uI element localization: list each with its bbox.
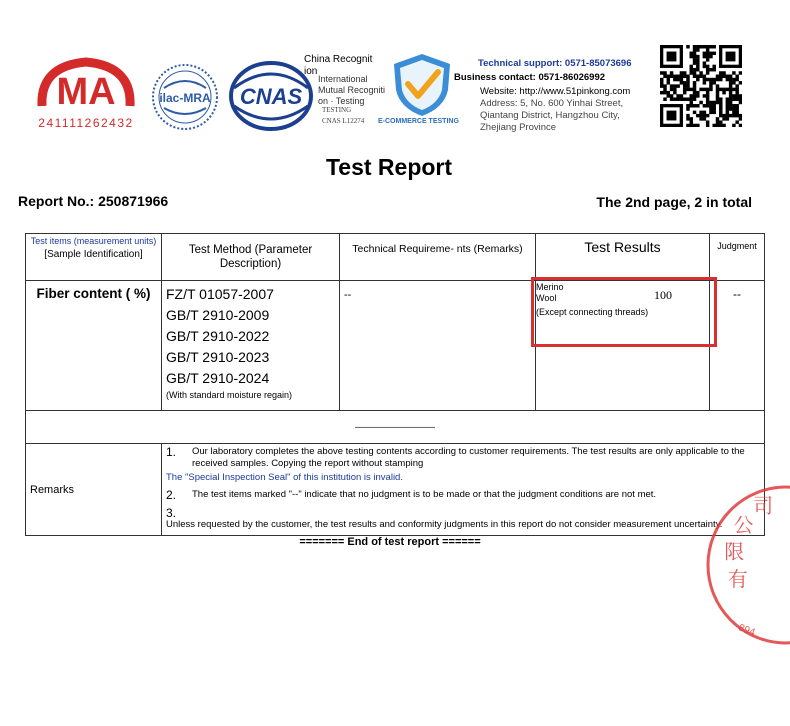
remark-text: Our laboratory completes the above testing contents according to customer requirements. The test results are only applicable to the received samples. Copying the report without stamping <box>192 446 745 469</box>
header-test-items <box>26 234 162 281</box>
remark-text: The test items marked "--" indicate that no judgment is to be made or that the judgment conditions are not met. <box>192 489 657 500</box>
seal-note: The "Special Inspection Seal" of this institution is invalid. <box>166 472 403 483</box>
stamp-number: 894 <box>736 622 757 639</box>
remark-number: 1. <box>166 445 177 459</box>
remark-item <box>166 446 764 470</box>
method-item: FZ/T 01057-2007 <box>166 286 274 302</box>
table-header-row <box>26 234 765 281</box>
technical-requirements-value: -- <box>340 281 536 411</box>
cnas-logo <box>228 60 314 132</box>
remark-item <box>166 507 764 531</box>
remark-number: 2. <box>166 488 177 502</box>
remarks-label: Remarks <box>26 444 162 536</box>
page-info: The 2nd page, 2 in total <box>596 194 752 210</box>
cnas-logo-text: CNAS <box>239 84 303 109</box>
testing-text: TESTING <box>322 106 352 114</box>
address: Address: 5, No. 600 Yinhai Street, Qiantang District, Hangzhou City, Zhejiang Province <box>480 98 624 133</box>
test-methods-cell <box>162 281 340 411</box>
business-contact: Business contact: 0571-86026992 <box>454 72 606 83</box>
remark-item <box>166 489 764 501</box>
website: Website: http://www.51pinkong.com <box>480 86 631 97</box>
header-test-method: Test Method (Parameter Description) <box>162 234 340 281</box>
result-note: (Except connecting threads) <box>536 307 649 317</box>
cma-number: 241111262432 <box>38 116 134 130</box>
header-test-results: Test Results <box>536 234 710 281</box>
qr-code <box>660 45 742 127</box>
remarks-body <box>162 444 765 536</box>
ilac-mra-logo <box>150 62 220 132</box>
technical-support: Technical support: 0571-85073696 <box>478 58 632 69</box>
cma-logo <box>34 56 138 134</box>
report-table <box>25 233 765 536</box>
table-row <box>26 281 765 411</box>
method-item: GB/T 2910-2022 <box>166 328 270 344</box>
header-sample-identification: [Sample Identification] <box>44 249 143 260</box>
remark-number: 3. <box>166 506 177 520</box>
method-moisture-note: (With standard moisture regain) <box>166 390 293 400</box>
ecommerce-testing-text: E-COMMERCE TESTING <box>378 118 459 125</box>
header-technical-requirements: Technical Requireme- nts (Remarks) <box>340 234 536 281</box>
company-seal-stamp <box>696 480 790 650</box>
report-number: Report No.: 250871966 <box>18 193 169 209</box>
method-item: GB/T 2910-2023 <box>166 349 270 365</box>
remark-text: Unless requested by the customer, the test results and conformity judgments in this report do not consider measurement uncertainty. <box>166 519 723 530</box>
ilac-logo-text: ilac-MRA <box>159 91 211 105</box>
result-value: 100 <box>654 288 672 302</box>
method-item: GB/T 2910-2024 <box>166 370 270 386</box>
method-item: GB/T 2910-2009 <box>166 307 270 323</box>
header-items-label: Test items (measurement units) <box>30 236 157 246</box>
ecommerce-testing-shield-logo <box>386 50 458 124</box>
stamp-char: 有限公司 <box>724 495 774 592</box>
remarks-row <box>26 444 765 536</box>
china-recognition-text: China Recognit ion <box>304 54 373 77</box>
header-judgment: Judgment <box>710 234 765 281</box>
cnas-number: CNAS L12274 <box>322 117 365 125</box>
separator-line: ———————— <box>355 421 435 433</box>
report-title: Test Report <box>325 154 453 180</box>
cma-logo-text: MA <box>56 71 116 113</box>
separator-row <box>26 411 765 444</box>
test-results-cell <box>536 281 710 411</box>
judgment-value: -- <box>710 281 765 411</box>
end-of-report: ======= End of test report ====== <box>299 536 481 548</box>
international-recognition-text: International Mutual Recogniti on · Testing <box>318 74 386 106</box>
test-item-fiber-content: Fiber content ( %) <box>26 281 162 411</box>
result-material: Merino Wool <box>536 282 564 303</box>
